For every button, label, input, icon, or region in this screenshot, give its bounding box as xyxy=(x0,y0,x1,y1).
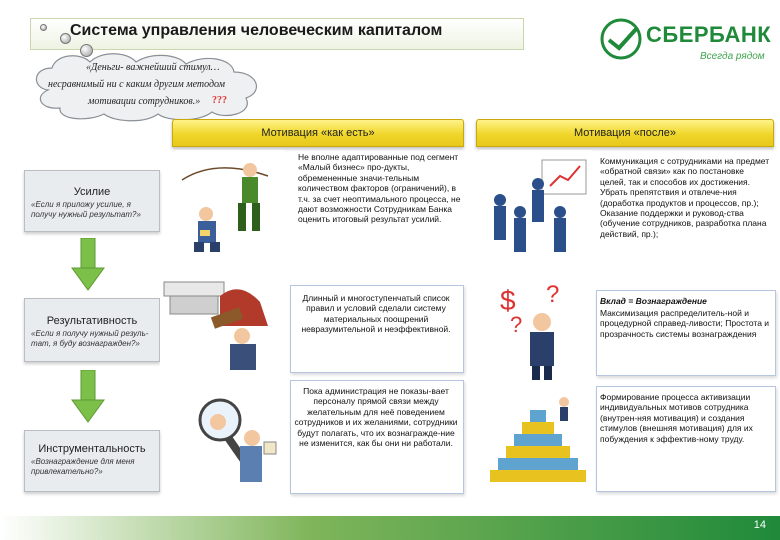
stage-note: «Если я приложу усилие, я получу нужный результат?» xyxy=(31,200,141,219)
quote-line-1: «Деньги- важнейший стимул… xyxy=(86,62,220,73)
stage-title: Результативность xyxy=(46,315,138,327)
down-arrow-icon xyxy=(70,370,106,424)
svg-text:?: ? xyxy=(510,312,523,337)
column-header-before: Мотивация «как есть» xyxy=(172,119,464,147)
career-staircase-illustration xyxy=(484,390,592,490)
svg-text:?: ? xyxy=(546,281,560,308)
quote-marks: ??? xyxy=(212,95,227,106)
footer-bar xyxy=(0,516,780,540)
stage-note: «Если я получу нужный резуль-тат, я буду вознагражден?» xyxy=(31,329,149,348)
after-text-effort: Коммуникация с сотрудниками на предмет «обратной связи» как по постановке целей, так и способов их достижения. Убрать препятствия и отвлече-ния (доработка продуктов и процессов, пр.); Оказание поддержки и руковод-ства (обучение сотрудников, разработка плана действий, пр.); xyxy=(600,156,770,239)
sberbank-logo-icon xyxy=(600,18,642,60)
before-text-performance: Длинный и многоступенчатый список правил и условий сделали систему материальных поощрений невразумительной и неэффективной. xyxy=(301,293,451,335)
stage-title: Усилие xyxy=(73,186,111,198)
stage-box-performance xyxy=(24,298,160,362)
stage-box-effort xyxy=(24,170,160,232)
svg-text:$: $ xyxy=(500,285,516,316)
quote-line-2: несравнимый ни с каким другим методом xyxy=(48,79,226,90)
dollar-question-man-illustration xyxy=(486,272,590,382)
page-title: Система управления человеческим капиталом xyxy=(70,22,443,39)
column-header-after: Мотивация «после» xyxy=(476,119,774,147)
logo-name: СБЕРБАНК xyxy=(646,22,772,47)
before-text-effort: Не вполне адаптированные под сегмент «Малый бизнес» про-дукты, обремененные значи-тельным количеством факторов (ограничений), в т.ч. за счет неоптимального процесса, не дают возможности Сотрудникам Банка оценить итоговый результат усилий. xyxy=(298,152,461,225)
after-text-instrumentality: Формирование процесса активизации индивидуальных мотивов сотрудника (внутрен-няя мотивация) и создания стимулов (внешняя мотивация) для их побуждения к эффектив-ному труду. xyxy=(600,392,753,444)
down-arrow-icon xyxy=(70,238,106,292)
after-text-performance: Максимизация распределитель-ной и процедурной справед-ливости; Простота и прозрачность системы вознаграждения xyxy=(600,308,770,339)
scale-weights-illustration xyxy=(160,272,288,380)
page-number: 14 xyxy=(753,519,766,531)
after-heading-performance: Вклад = Вознаграждение xyxy=(600,296,707,306)
stage-box-instrumentality xyxy=(24,430,160,492)
quote-line-3: мотивации сотрудников.» xyxy=(88,96,201,107)
team-meeting-illustration xyxy=(480,150,592,260)
magnifier-man-illustration xyxy=(174,384,286,494)
before-text-instrumentality: Пока администрация не показы-вает персоналу прямой связи между желательным для неё поведением сотрудников и их желаниями, сотрудники будут полагать, что их вознагражде-ние не изменится, как бы они ни работали. xyxy=(294,386,458,449)
businessmen-tug-illustration xyxy=(176,150,284,260)
logo-slogan: Всегда рядом xyxy=(700,51,765,62)
stage-note: «Вознаграждение для меня привлекательно?» xyxy=(31,457,135,476)
pin-icon xyxy=(40,24,47,31)
stage-title: Инструментальность xyxy=(38,443,146,455)
